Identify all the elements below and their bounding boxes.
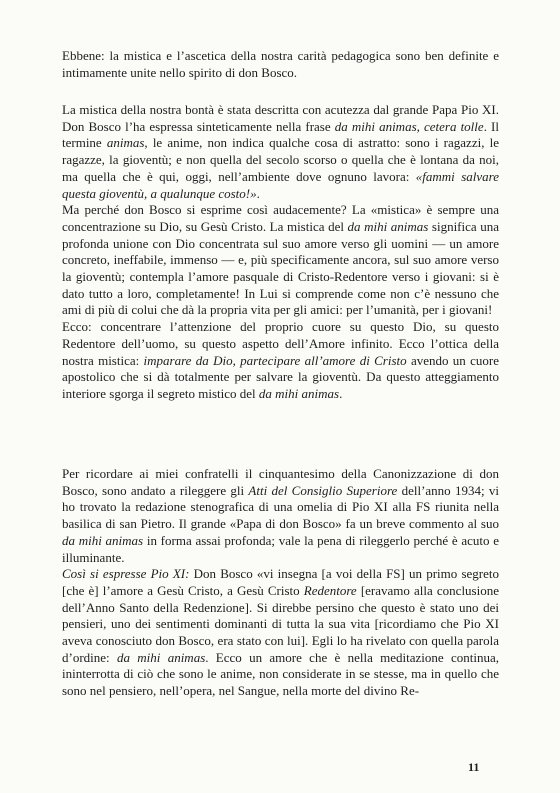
text-block-2 xyxy=(62,102,499,403)
text-run: avendo un cuore apostolico che si dà totalmente per salvare la gioventù. Da questo atteggiamento interiore sgorga il segreto mistico del xyxy=(62,352,499,401)
text-run: . Ecco un amore che è nella meditazione continua, ininterrotta di ciò che sono le anime, non considerate in se stesse, ma in quello che sono nel pensiero, nell’opera, nel Sangue, nella morte del divino Re- xyxy=(62,649,500,699)
italic-text: da mihi animas xyxy=(62,532,144,548)
italic-text: Atti del Consiglio Superiore xyxy=(248,482,398,498)
text-run: Don Bosco «vi insegna [a voi della FS] un primo segreto [che è] l’amore a Gesù Cristo, a Gesù Cristo xyxy=(62,566,499,598)
text-run: Ebbene: la mistica e l’ascetica della nostra carità pedagogica sono ben definite e intimamente unite nello spirito di don Bosco. xyxy=(62,48,499,80)
page-number: 11 xyxy=(468,760,480,774)
paragraph xyxy=(62,319,499,403)
paragraph xyxy=(62,202,499,319)
text-run: Ecco: concentrare l’attenzione del proprio cuore su questo Dio, su questo Redentore dell’uomo, su questo aspetto dell’Amore infinito. Ecco l’ottica della nostra mistica: xyxy=(62,319,499,368)
text-run: . Il termine xyxy=(62,118,499,151)
italic-text: da mihi animas, cetera tolle xyxy=(334,118,484,134)
paragraph xyxy=(62,102,499,202)
text-run: La mistica della nostra bontà è stata descritta con acutezza dal grande Papa Pio XI. Don Bosco l’ha espressa sinteticamente nella frase xyxy=(62,102,499,134)
text-run: [eravamo alla conclusione dell’Anno Santo della Redenzione]. Si direbbe persino che questo è stato uno dei pensieri, uno dei sentimenti dominanti di tutta la sua vita [ricordiamo che Pio XI aveva conosciuto don Bosco, era stato con lui]. Egli lo ha rivelato con quella parola d’ordine: xyxy=(62,582,499,665)
italic-text: animas xyxy=(106,135,145,151)
italic-text: «fammi salvare questa gioventù, a qualunque costo!» xyxy=(62,168,499,201)
text-run: significa una profonda unione con Dio concentrata sul suo amore verso gli uomini — un amore concreto, ineffabile, immenso — e, più specificamente ancora, sul suo amore verso la gioventù; contempla l’amore pasquale di Cristo-Redentore verso i giovani: si è dato tutto a loro, completamente! In Lui si comprende come non c’è nessuno che ami di più di colui che dà la propria vita per gli amici: per l’umanità, per i giovani! xyxy=(62,218,499,318)
text-run: , le anime, non indica qualche cosa di astratto: sono i ragazzi, le ragazze, la gioventù; e non quella del secolo scorso o quella che è lontana da noi, ma quella che è qui, oggi, nell’ambiente dove ognuno lavora: xyxy=(62,135,499,184)
paragraph xyxy=(62,566,499,700)
paragraph xyxy=(62,48,499,81)
text-run: dell’anno 1934; vi ho trovato la redazione stenografica di una omelia di Pio XI alla FS riunita nella basilica di san Pietro. Il grande «Papa di don Bosco» fa un breve commento al suo xyxy=(62,482,499,532)
italic-text: da mihi animas xyxy=(116,649,206,665)
italic-text: imparare da Dio, partecipare all’amore di Cristo xyxy=(143,352,407,368)
italic-text: da mihi animas xyxy=(347,218,429,234)
text-run: Ma perché don Bosco si esprime così audacemente? La «mistica» è sempre una concentrazione su Dio, su Gesù Cristo. La mistica del xyxy=(62,202,499,234)
italic-text: da mihi animas xyxy=(258,385,340,401)
text-run: Per ricordare ai miei confratelli il cinquantesimo della Canonizzazione di don Bosco, sono andato a rileggere gli xyxy=(62,466,499,498)
paragraph xyxy=(62,466,499,566)
text-run: in forma assai profonda; vale la pena di rileggerlo perché è acuto e illuminante. xyxy=(62,532,500,565)
text-run: . xyxy=(339,385,343,401)
text-run: . xyxy=(256,185,260,201)
text-block-3 xyxy=(62,466,499,700)
italic-text: Così si espresse Pio XI: xyxy=(62,566,190,582)
text-block-1 xyxy=(62,48,499,81)
italic-text: Redentore xyxy=(303,582,357,598)
